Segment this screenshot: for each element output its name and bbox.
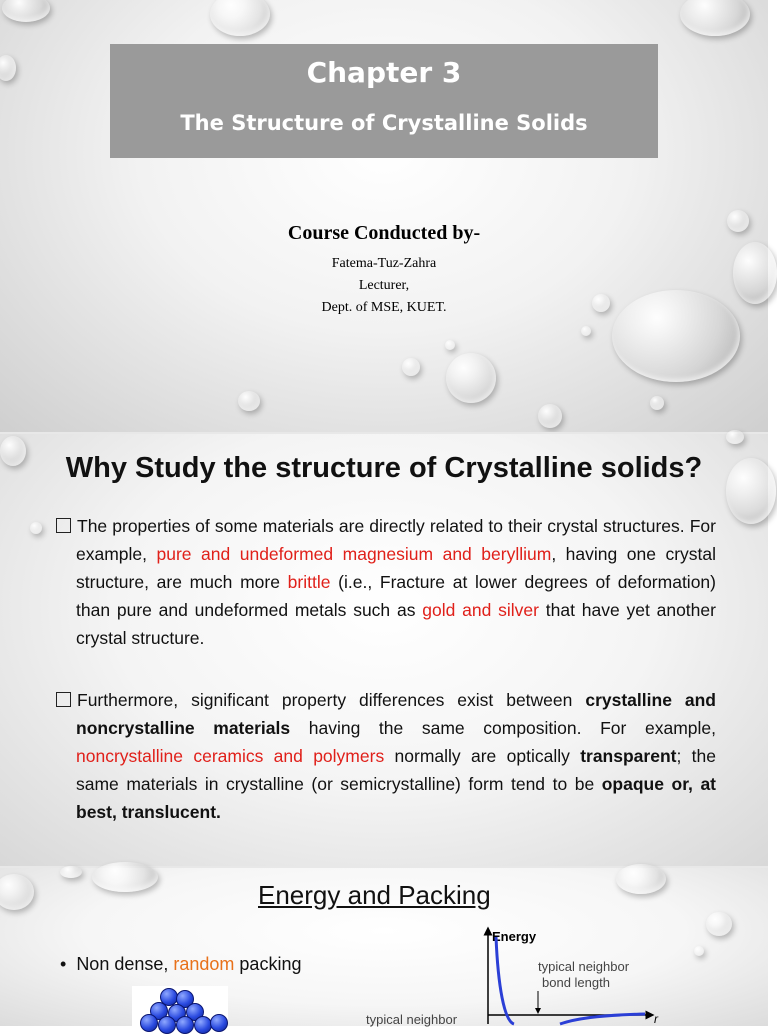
p2-text-d: ; the same materials in crystalline (or semicrystalline) form tend to be — [76, 746, 716, 794]
p1-text-d: that have yet another crystal structure. — [76, 600, 716, 648]
slide-title: Energy and Packing — [258, 880, 491, 910]
lecturer-role: Lecturer, — [358, 278, 410, 293]
p2-text-a: Furthermore, significant property differences exist between — [77, 690, 586, 710]
bullet-text-a: Non dense, — [76, 954, 174, 974]
water-droplet — [616, 864, 666, 894]
water-droplet — [726, 430, 744, 444]
water-droplet — [581, 326, 591, 336]
chapter-heading: Chapter 3 — [306, 56, 462, 89]
p1-text-c: (i.e., Fracture at lower degrees of deformation) than pure and undeformed metals such as — [76, 572, 716, 620]
p1-text-b: , having one crystal structure, are much more — [76, 544, 716, 592]
y-axis-label: Energy — [492, 929, 537, 944]
water-droplet — [733, 242, 777, 304]
checkbox-bullet-icon — [56, 518, 71, 533]
p1-text-a: The properties of some materials are directly related to their crystal structures. For example, — [76, 516, 716, 564]
chapter-title-box — [110, 44, 658, 158]
paragraph-differences — [56, 686, 716, 826]
p2-bold-crystalline: crystalline and noncrystalline materials — [76, 690, 716, 738]
bullet-text-b: packing — [234, 954, 302, 974]
water-droplet — [0, 55, 16, 81]
water-droplet — [445, 340, 455, 350]
atom-sphere — [210, 1014, 228, 1032]
bullet-random: random — [173, 954, 235, 974]
p2-bold-opaque: opaque or, at best, translucent. — [76, 774, 717, 822]
water-droplet — [92, 862, 158, 892]
water-droplet — [0, 874, 34, 910]
water-droplet — [402, 358, 420, 376]
water-droplet — [2, 0, 50, 22]
water-droplet — [446, 353, 496, 403]
water-droplet — [680, 0, 750, 36]
atom-sphere — [158, 1016, 176, 1034]
water-droplet — [30, 522, 42, 534]
p2-red-ceramics: noncrystalline ceramics and polymers — [76, 746, 385, 766]
course-conducted-by: Course Conducted by- — [287, 222, 481, 244]
bond-length-annotation-line1: typical neighbor — [538, 959, 630, 974]
bond-length-annotation-line2: bond length — [542, 975, 610, 990]
water-droplet — [60, 866, 82, 878]
water-droplet — [238, 391, 260, 411]
water-droplet — [650, 396, 664, 410]
lecturer-dept: Dept. of MSE, KUET. — [321, 300, 447, 315]
lecturer-name: Fatema-Tuz-Zahra — [331, 256, 437, 271]
p2-text-c: normally are optically — [384, 746, 581, 766]
p1-red-brittle: brittle — [287, 572, 331, 592]
atom-sphere — [140, 1014, 158, 1032]
p1-red-magnesium: pure and undeformed magnesium and beryllium — [156, 544, 552, 564]
title-slide — [0, 0, 768, 432]
packing-bullet: • Non dense, random packing — [60, 954, 302, 974]
atom-sphere — [176, 1016, 194, 1034]
chapter-subtitle: The Structure of Crystalline Solids — [180, 111, 588, 135]
x-axis-label: r — [654, 1012, 658, 1026]
paragraph-properties — [56, 512, 716, 652]
water-droplet — [538, 404, 562, 428]
p1-red-gold-silver: gold and silver — [422, 600, 539, 620]
p2-bold-transparent: transparent — [580, 746, 677, 766]
water-droplet — [210, 0, 270, 36]
energy-bond-graph — [366, 925, 768, 1027]
random-packing-illustration — [132, 986, 228, 1026]
p2-text-b: having the same composition. For example, — [290, 718, 716, 738]
checkbox-bullet-icon — [56, 692, 71, 707]
slide-title: Why Study the structure of Crystalline solids? — [65, 452, 703, 484]
bond-energy-annotation: typical neighbor — [366, 1012, 458, 1027]
